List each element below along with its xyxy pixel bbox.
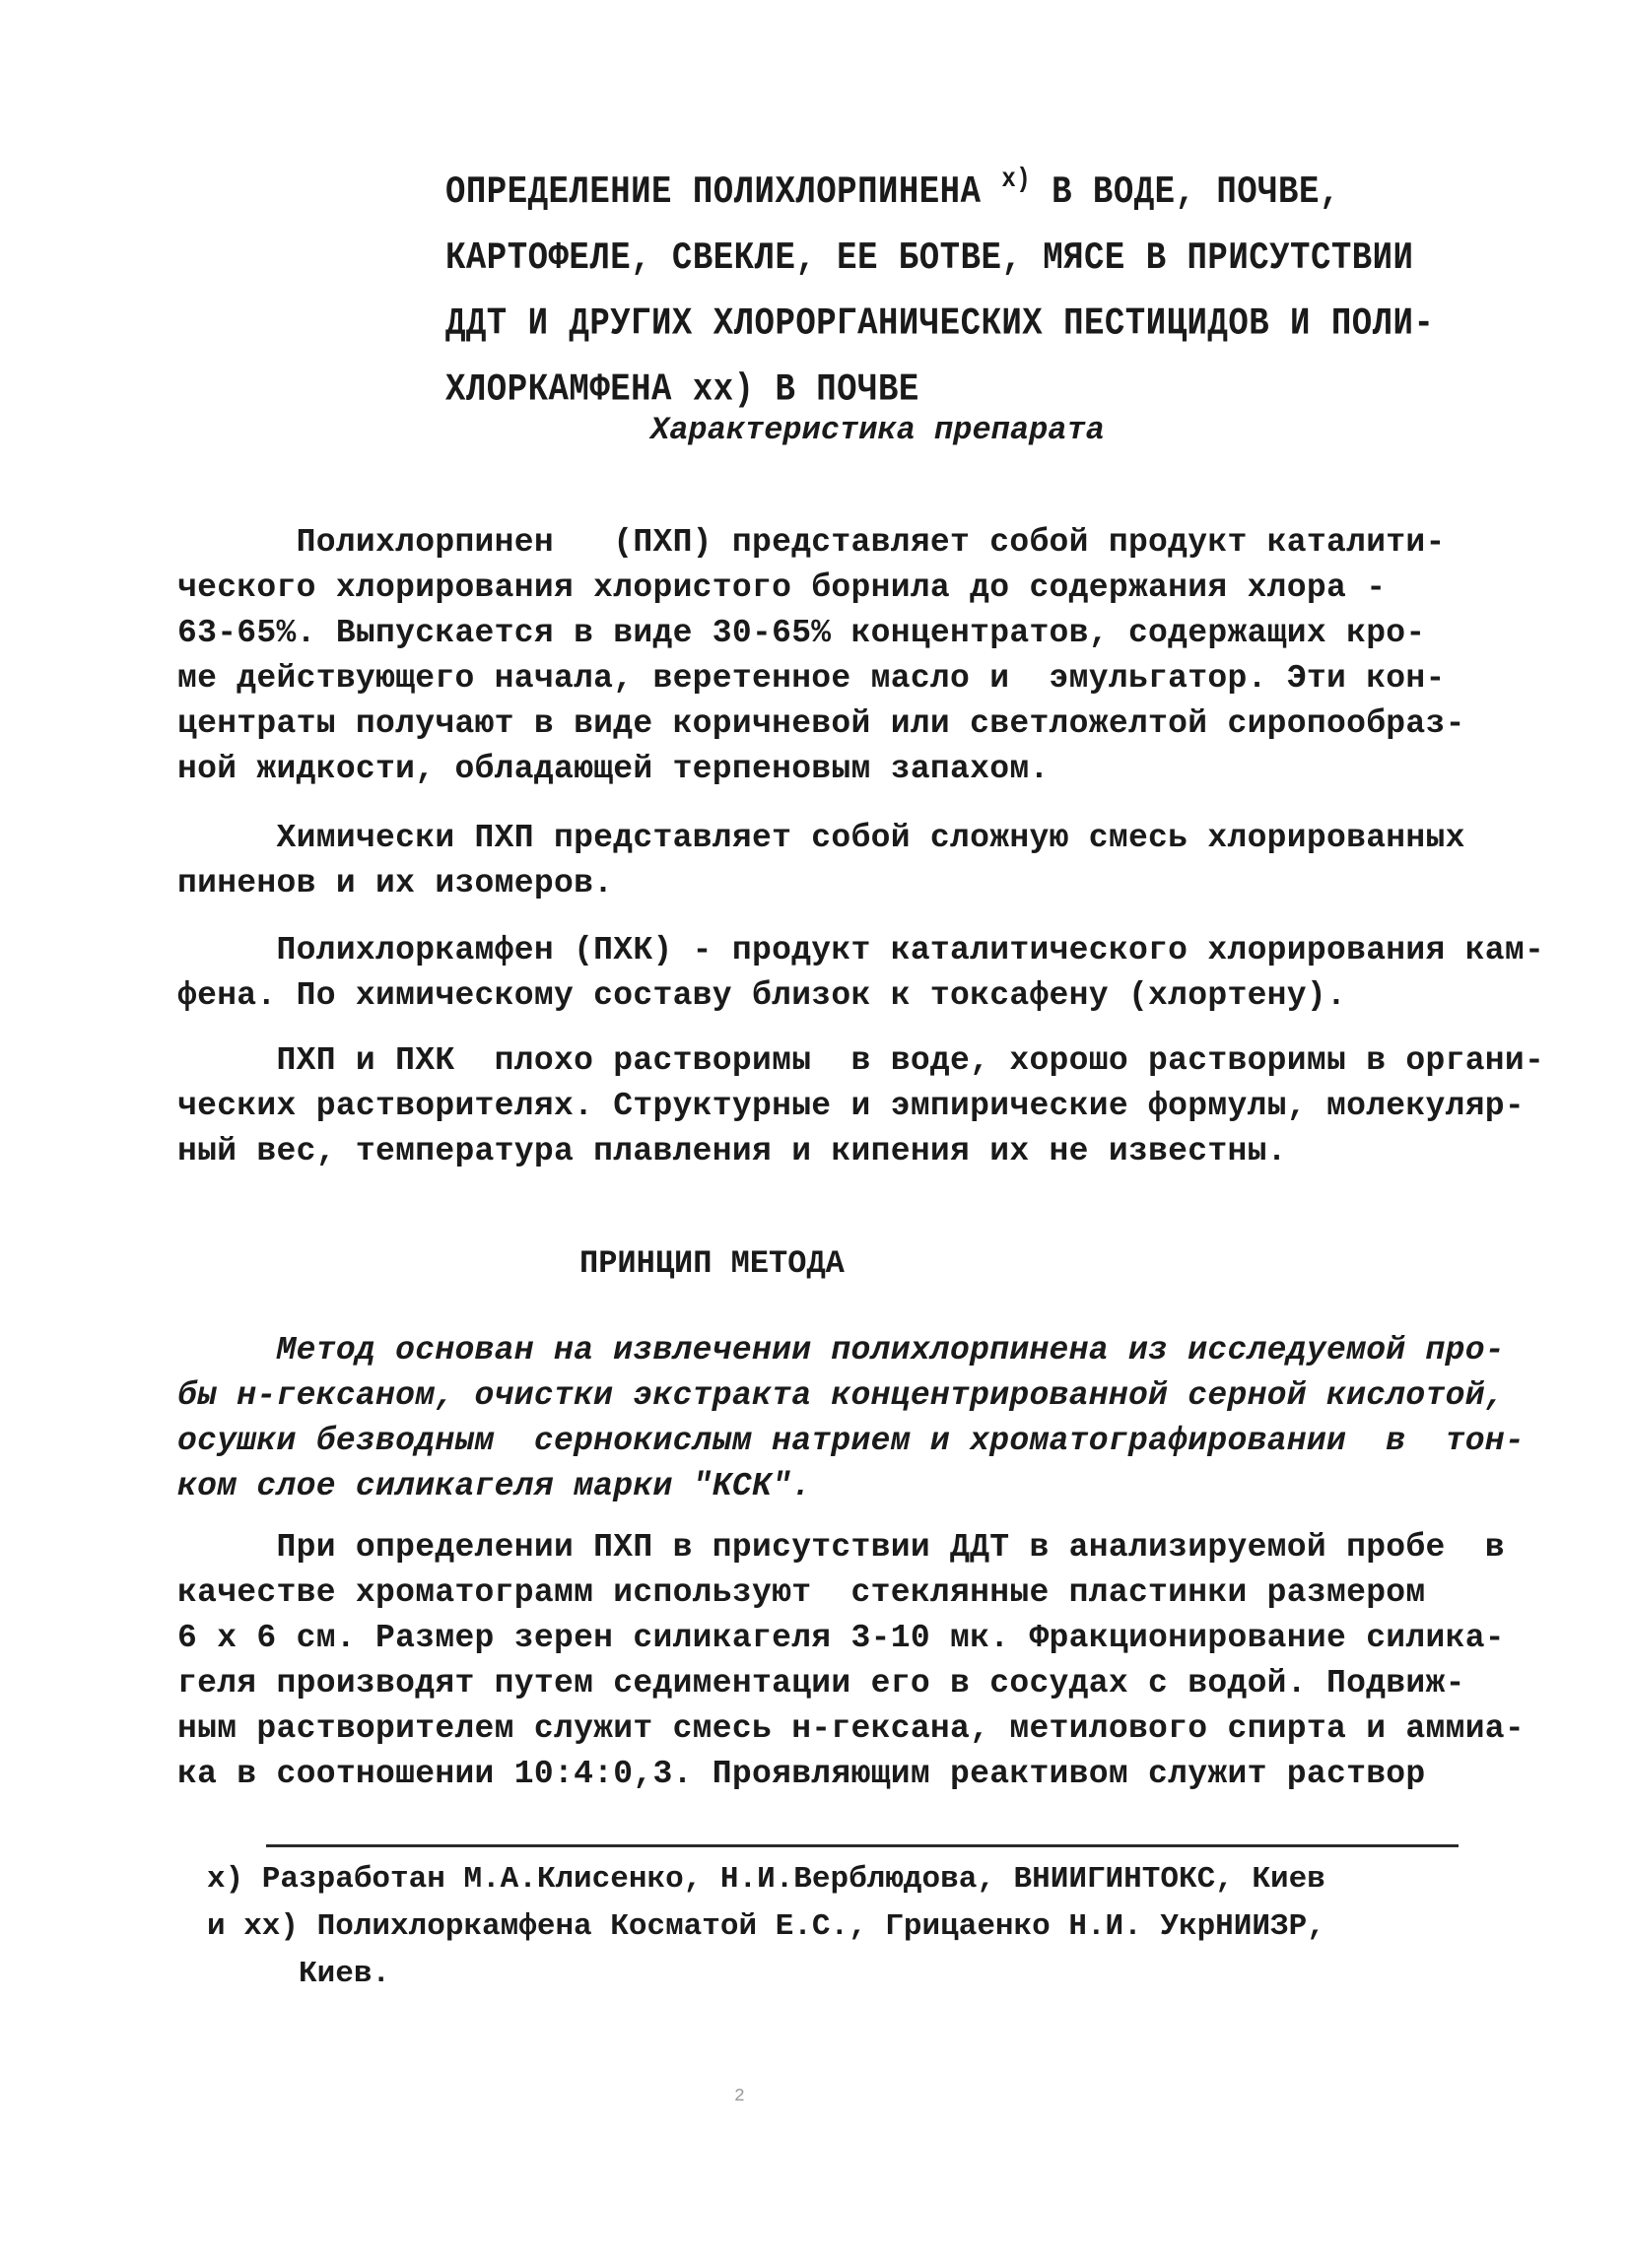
- title-line-3: ДДТ И ДРУГИХ ХЛОРОРГАНИЧЕСКИХ ПЕСТИЦИДОВ И ПОЛИ-: [445, 302, 1435, 347]
- paragraph-characteristics-1: Полихлорпинен (ПХП) представляет собой продукт каталити- ческого хлорирования хлористого борнила до содержания хлора - 63-65%. Выпускается в виде 30-65% концентратов, содержащих кро- ме действующего начала, веретенное масло и эмульгатор. Эти кон- центраты получают в виде коричневой или светложелтой сиропообраз- ной жидкости, обладающей терпеновым запахом.: [177, 524, 1465, 787]
- paragraph-characteristics-3: Полихлоркамфен (ПХК) - продукт каталитического хлорирования кам- фена. По химическому составу близок к токсафену (хлортену).: [177, 932, 1545, 1014]
- footnote-2: и xx) Полихлоркамфена Косматой Е.С., Грицаенко Н.И. УкрНИИЗР,: [207, 1909, 1325, 1944]
- section-heading-characteristics: Характеристика препарата: [650, 412, 1105, 448]
- paragraph-characteristics-2: Химически ПХП представляет собой сложную смесь хлорированных пиненов и их изомеров.: [177, 820, 1465, 901]
- paragraph-method-1: Метод основан на извлечении полихлорпинена из исследуемой про- бы н-гексаном, очистки экстракта концентрированной серной кислотой, осушки безводным сернокислым натрием и хроматографировании в тон- ком слое силикагеля марки "КСК".: [177, 1332, 1526, 1504]
- paragraph-characteristics-4: ПХП и ПХК плохо растворимы в воде, хорошо растворимы в органи- ческих растворителях. Структурные и эмпирические формулы, молекуляр- ный вес, температура плавления и кипения их не известны.: [177, 1042, 1545, 1169]
- footnote-3: Киев.: [207, 1957, 391, 1991]
- page-number: 2: [734, 2087, 745, 2106]
- title-line-4: ХЛОРКАМФЕНА xx) В ПОЧВЕ: [445, 368, 919, 412]
- footnotes: [207, 1856, 1459, 1998]
- section-heading-method-principle: ПРИНЦИП МЕТОДА: [579, 1245, 845, 1282]
- title-line-2: КАРТОФЕЛЕ, СВЕКЛЕ, ЕЕ БОТВЕ, МЯСЕ В ПРИСУТСТВИИ: [445, 236, 1414, 281]
- title-line-1: ОПРЕДЕЛЕНИЕ ПОЛИХЛОРПИНЕНА $^{x)}$ В ВОДЕ, ПОЧВЕ,: [445, 165, 1340, 215]
- title-footnote-marker: x): [1001, 165, 1032, 196]
- footnote-divider: [266, 1844, 1459, 1847]
- paragraph-method-2: При определении ПХП в присутствии ДДТ в анализируемой пробе в качестве хроматограмм используют стеклянные пластинки размером 6 х 6 см. Размер зерен силикагеля 3-10 мк. Фракционирование силика- геля производят путем седиментации его в сосудах с водой. Подвиж- ным растворителем служит смесь н-гексана, метилового спирта и аммиа- ка в соотношении 10:4:0,3. Проявляющим реактивом служит раствор: [177, 1529, 1526, 1792]
- footnote-1: x) Разработан М.А.Клисенко, Н.И.Верблюдова, ВНИИГИНТОКС, Киев: [207, 1862, 1325, 1897]
- document-title: [445, 148, 1435, 423]
